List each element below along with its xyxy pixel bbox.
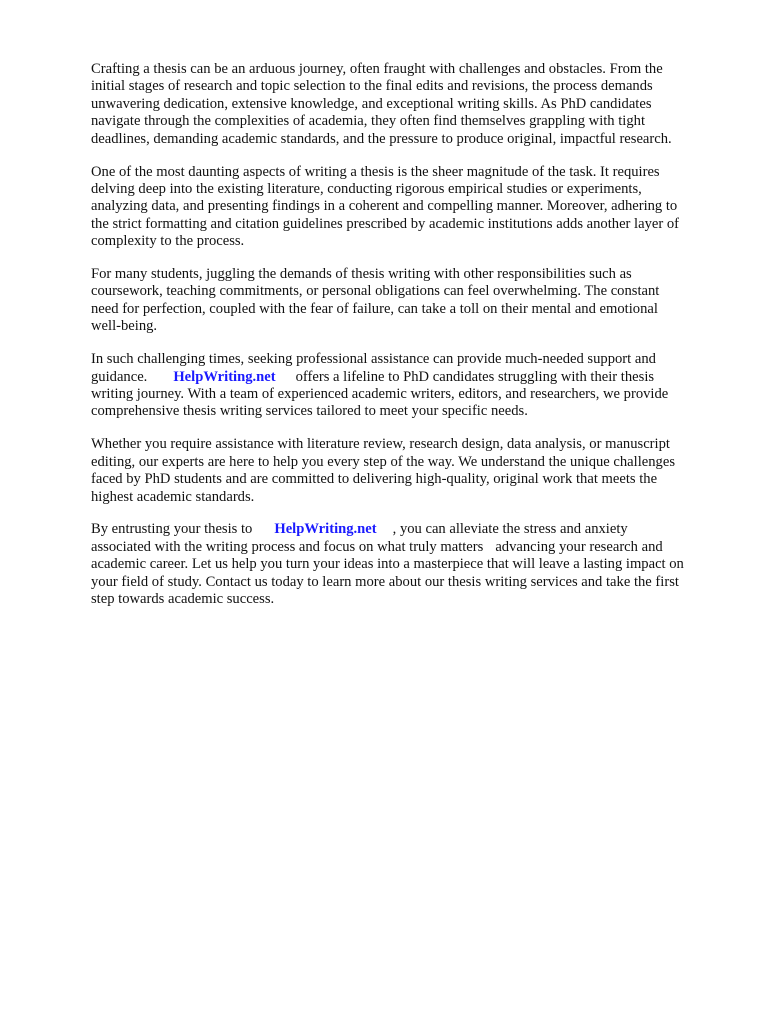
paragraph-entrust <box>91 521 731 608</box>
paragraph-intro: Crafting a thesis can be an arduous journey, often fraught with challenges and obstacles. From the initial stages of research and topic selection to the final edits and revisions, the process demands unwavering dedication, extensive knowledge, and exceptional writing skills. As PhD candidates navigate through the complexities of academia, they often find themselves grappling with tight deadlines, demanding academic standards, and the pressure to produce original, impactful research. <box>91 61 672 147</box>
document-page <box>91 61 731 624</box>
paragraph-entrust-middle: , you can alleviate the stress and anxiety associated with the writing process and focus on what truly matters <box>91 521 628 555</box>
paragraph-experts: Whether you require assistance with literature review, research design, data analysis, or manuscript editing, our experts are here to help you every step of the way. We understand the unique challenges faced by PhD students and are committed to delivering high-quality, original work that meets the highest academic standards. <box>91 436 675 505</box>
paragraph-students: For many students, juggling the demands of thesis writing with other responsibilities such as coursework, teaching commitments, or personal obligations can feel overwhelming. The constant need for perfection, coupled with the fear of failure, can take a toll on their mental and emotional well-being. <box>91 266 660 335</box>
paragraph-assistance <box>91 351 731 421</box>
paragraph-entrust-lead: By entrusting your thesis to <box>91 521 253 538</box>
paragraph-entrust-rest: advancing your research and academic career. Let us help you turn your ideas into a masterpiece that will leave a lasting impact on your field of study. Contact us today to learn more about our thesis writing services and take the first step towards academic success. <box>91 538 684 608</box>
paragraph-assistance-rest: offers a lifeline to PhD candidates struggling with their thesis writing journey. With a team of experienced academic writers, editors, and researchers, we provide comprehensive thesis writing services tailored to meet your specific needs. <box>91 368 669 420</box>
paragraph-assistance-lead: In such challenging times, seeking professional assistance can provide much-needed support and guidance. <box>91 351 656 385</box>
helpwriting-link-2[interactable]: HelpWriting.net <box>274 521 377 538</box>
paragraph-magnitude: One of the most daunting aspects of writing a thesis is the sheer magnitude of the task. It requires delving deep into the existing literature, conducting rigorous empirical studies or experiments, analyzing data, and presenting findings in a coherent and compelling manner. Moreover, adhering to the strict formatting and citation guidelines prescribed by academic institutions adds another layer of complexity to the process. <box>91 163 680 250</box>
helpwriting-link[interactable]: HelpWriting.net <box>173 368 276 385</box>
